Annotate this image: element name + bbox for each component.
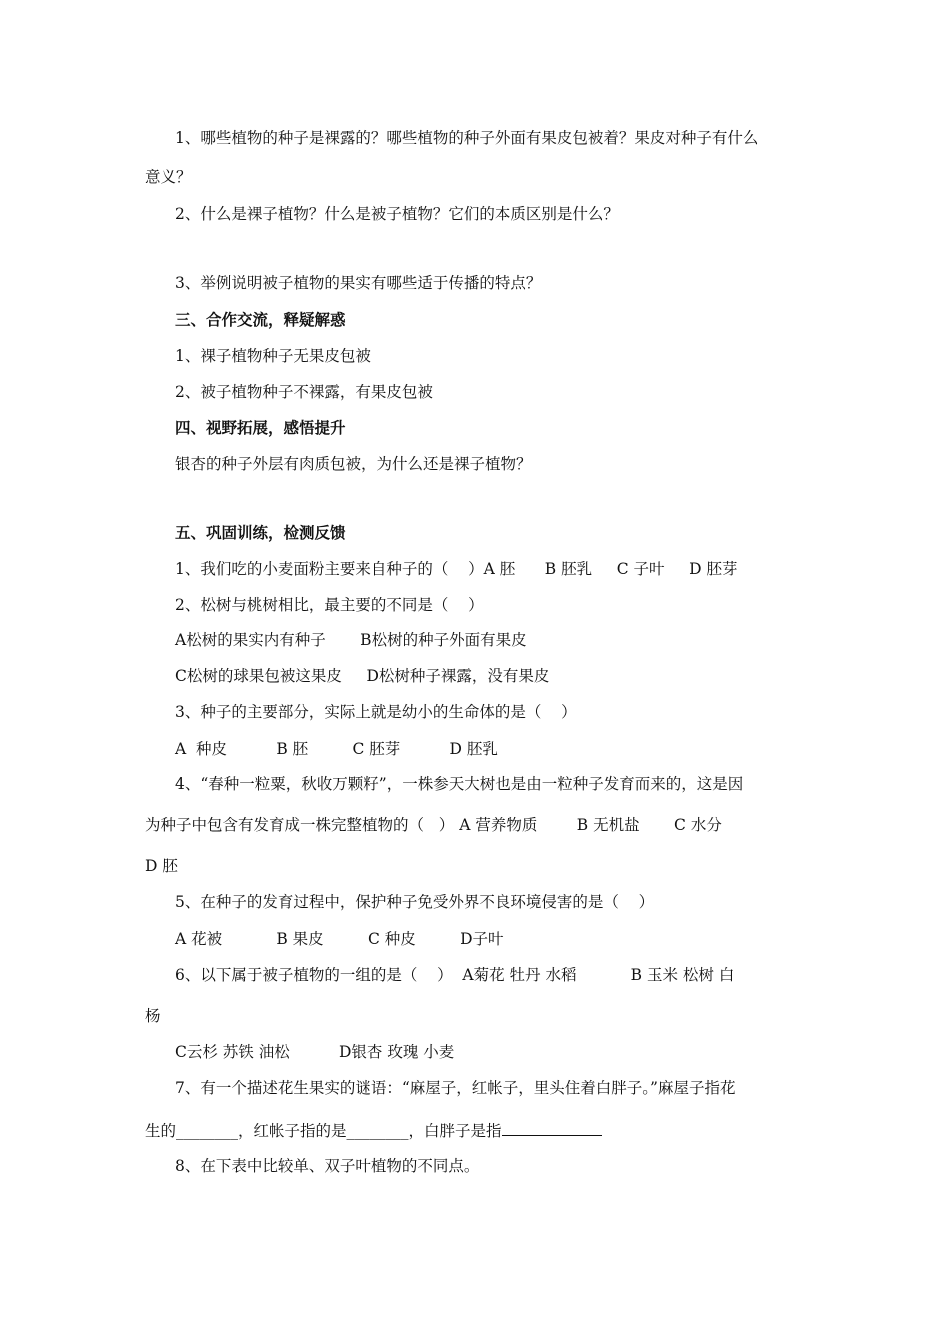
exercise-6-line-2: 杨: [145, 1007, 161, 1025]
exercise-7-text: 生的________，红帐子指的是________，白胖子是指: [145, 1122, 502, 1140]
exercise-6-options: C云杉 苏铁 油松 D银杏 玫瑰 小麦: [175, 1043, 455, 1061]
exercise-4-line-1: 4、“春种一粒粟，秋收万颗籽”，一株参天大树也是由一粒种子发育而来的，这是因: [175, 775, 744, 793]
exercise-7-line-1: 7、有一个描述花生果实的谜语：“麻屋子，红帐子，里头住着白胖子。”麻屋子指花: [175, 1079, 736, 1097]
exercise-3-options: A 种皮 B 胚 C 胚芽 D 胚乳: [175, 740, 498, 758]
exercise-5-options: A 花被 B 果皮 C 种皮 D子叶: [175, 930, 504, 948]
section-4-heading: 四、视野拓展，感悟提升: [175, 419, 346, 437]
question-1-line-1: 1、哪些植物的种子是裸露的？哪些植物的种子外面有果皮包被着？果皮对种子有什么: [175, 129, 759, 147]
exercise-5: 5、在种子的发育过程中，保护种子免受外界不良环境侵害的是（ ）: [175, 893, 655, 911]
exercise-4-line-3: D 胚: [145, 857, 178, 875]
question-2: 2、什么是裸子植物？什么是被子植物？它们的本质区别是什么？: [175, 205, 619, 223]
section-5-heading: 五、巩固训练，检测反馈: [175, 524, 346, 542]
question-3: 3、举例说明被子植物的果实有哪些适于传播的特点？: [175, 274, 542, 292]
answer-blank: [502, 1119, 602, 1136]
exercise-2: 2、松树与桃树相比，最主要的不同是（ ）: [175, 596, 484, 614]
exercise-2-options-cd: C松树的球果包被这果皮 D松树种子裸露，没有果皮: [175, 667, 550, 685]
section-3-item-1: 1、裸子植物种子无果皮包被: [175, 347, 371, 365]
exercise-1: 1、我们吃的小麦面粉主要来自种子的（ ）A 胚 B 胚乳 C 子叶 D 胚芽: [175, 560, 738, 578]
section-4-question: 银杏的种子外层有肉质包被，为什么还是裸子植物？: [175, 455, 532, 473]
exercise-4-line-2: 为种子中包含有发育成一株完整植物的（ ） A 营养物质 B 无机盐 C 水分: [145, 816, 722, 834]
section-3-heading: 三、合作交流，释疑解惑: [175, 311, 346, 329]
exercise-2-options-ab: A松树的果实内有种子 B松树的种子外面有果皮: [175, 631, 527, 649]
section-3-item-2: 2、被子植物种子不裸露，有果皮包被: [175, 383, 433, 401]
exercise-8: 8、在下表中比较单、双子叶植物的不同点。: [175, 1157, 480, 1175]
exercise-3: 3、种子的主要部分，实际上就是幼小的生命体的是（ ）: [175, 703, 577, 721]
question-1-line-2: 意义？: [145, 168, 192, 186]
exercise-6-line-1: 6、以下属于被子植物的一组的是（ ） A菊花 牡丹 水稻 B 玉米 松树 白: [175, 966, 735, 984]
exercise-7-line-2: [145, 1119, 602, 1141]
